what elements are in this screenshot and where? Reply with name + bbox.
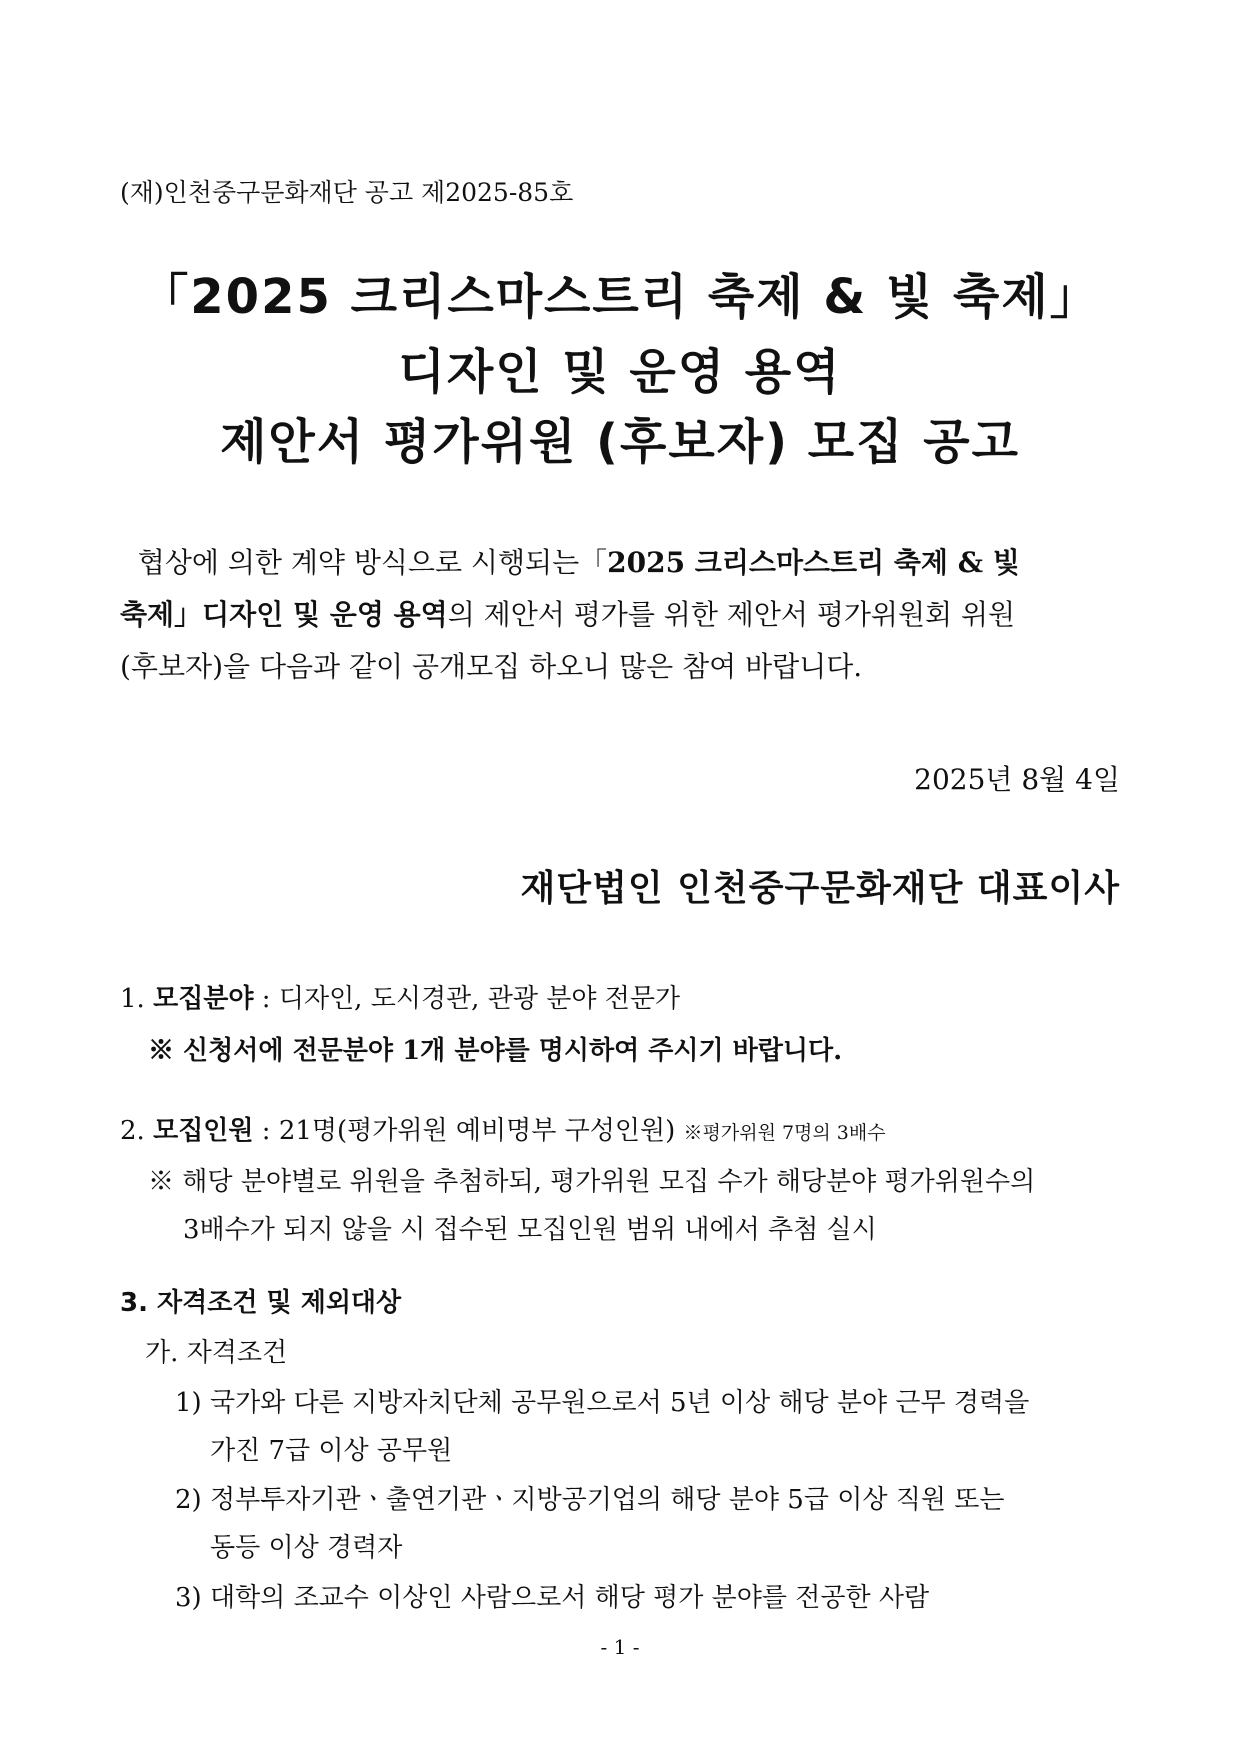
page-number: - 1 - (600, 1635, 640, 1659)
notice-number: (재)인천중구문화재단 공고 제2025-85호 (120, 178, 574, 207)
section-2-note-line-1: ※ 해당 분야별로 위원을 추첨하되, 평가위원 모집 수가 해당분야 평가위원수의 (148, 1167, 1036, 1197)
section-value: : 21명(평가위원 예비명부 구성인원) (253, 1116, 684, 1146)
section-2-note-line-2: 3배수가 되지 않을 시 접수된 모집인원 범위 내에서 추첨 실시 (183, 1215, 877, 1245)
issuer-signature: 재단법인 인천중구문화재단 대표이사 (520, 868, 1120, 909)
intro-project-name-cont: 축제」디자인 및 운영 용역 (120, 598, 448, 631)
section-2-recruit-count (120, 1110, 886, 1147)
qualification-item-2-line-2: 동등 이상 경력자 (210, 1533, 403, 1563)
section-3-subheading-qualifications: 가. 자격조건 (145, 1338, 288, 1368)
section-small-note: ※평가위원 7명의 3배수 (683, 1122, 886, 1144)
section-number: 1. (120, 984, 145, 1014)
section-1-note: ※ 신청서에 전문분야 1개 분야를 명시하여 주시기 바랍니다. (148, 1036, 843, 1066)
intro-line-1 (120, 538, 1120, 588)
section-label: 모집분야 (153, 984, 254, 1014)
section-3-heading: 3. 자격조건 및 제외대상 (120, 1288, 402, 1318)
qualification-item-3: 3) 대학의 조교수 이상인 사람으로서 해당 평가 분야를 전공한 사람 (175, 1583, 930, 1613)
section-number: 2. (120, 1116, 145, 1146)
section-label: 모집인원 (153, 1116, 254, 1146)
qualification-item-1-line-2: 가진 7급 이상 공무원 (210, 1436, 453, 1466)
title-line-3: 제안서 평가위원 (후보자) 모집 공고 (220, 414, 1020, 470)
qualification-item-1-line-1: 1) 국가와 다른 지방자치단체 공무원으로서 5년 이상 해당 분야 근무 경력을 (175, 1388, 1030, 1418)
intro-text: 협상에 의한 계약 방식으로 시행되는「 (120, 546, 608, 579)
section-1-recruit-field (120, 978, 680, 1015)
title-line-1: 「2025 크리스마스트리 축제 & 빛 축제」 (140, 269, 1100, 325)
notice-date: 2025년 8월 4일 (914, 763, 1120, 796)
intro-project-name: 2025 크리스마스트리 축제 & 빛 (607, 546, 1020, 579)
title-line-2: 디자인 및 운영 용역 (398, 344, 842, 400)
section-value: : 디자인, 도시경관, 관광 분야 전문가 (253, 984, 681, 1014)
intro-line-2 (120, 590, 1120, 640)
intro-line-3: (후보자)을 다음과 같이 공개모집 하오니 많은 참여 바랍니다. (120, 650, 863, 683)
intro-text: 의 제안서 평가를 위한 제안서 평가위원회 위원 (447, 598, 1016, 631)
qualification-item-2-line-1: 2) 정부투자기관ㆍ출연기관ㆍ지방공기업의 해당 분야 5급 이상 직원 또는 (175, 1485, 1005, 1515)
